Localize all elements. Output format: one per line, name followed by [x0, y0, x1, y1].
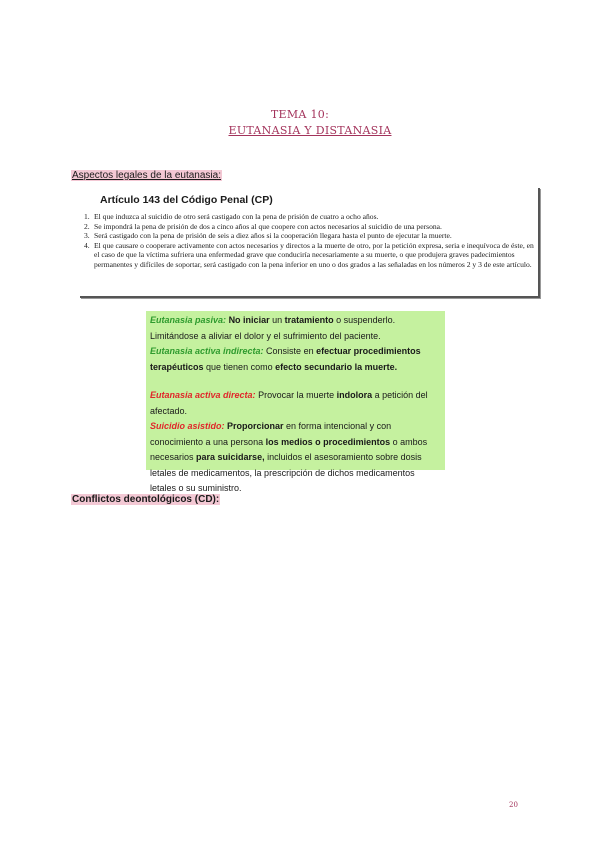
- section-heading-conflicts: Conflictos deontológicos (CD):: [72, 494, 220, 505]
- definition-suicidio-asistido: Suicidio asistido: Proporcionar en forma intencional y con conocimiento a una persona los medios o procedimientos o ambos necesarios para suicidarse, incluidos el asesoramiento sobre dosis letales de medicamentos, la prescripción de dichos medicamentos letales o su suministro.: [150, 421, 428, 493]
- definition-activa-indirecta: Eutanasia activa indirecta: Consiste en efectuar procedimientos terapéuticos que tienen como efecto secundario la muerte.: [150, 346, 421, 372]
- page-title-line2: EUTANASIA Y DISTANASIA: [228, 124, 392, 137]
- law-item: 3. Será castigado con la pena de prisión de seis a diez años si la cooperación llegara hasta el punto de ejecutar la muerte.: [84, 231, 452, 241]
- law-list: [84, 212, 534, 270]
- law-item: 2. Se impondrá la pena de prisión de dos a cinco años al que coopere con actos necesarios al suicidio de una persona.: [84, 221, 442, 231]
- law-excerpt-box: [80, 188, 540, 298]
- law-title: Artículo 143 del Código Penal (CP): [100, 194, 273, 206]
- page-number: 20: [509, 801, 518, 809]
- definition-activa-directa: Eutanasia activa directa: Provocar la muerte indolora a petición del afectado.: [150, 390, 428, 416]
- law-item: 4. El que causare o cooperare activamente con actos necesarios y directos a la muerte de otro, por la petición expresa, seria e inequívoca de éste, en el caso de que la víctima sufriera una enfermedad grave que conduciría necesariamente a su muerte, o que produjera graves padecimientos permanentes y difíciles de soportar, será castigado con la pena inferior en uno o dos grados a las señaladas en los números 2 y 3 de este artículo.: [84, 240, 534, 269]
- page-title-line1: TEMA 10:: [270, 108, 330, 121]
- definition-pasiva: Eutanasia pasiva: No iniciar un tratamiento o suspenderlo. Limitándose a aliviar el dolor y el sufrimiento del paciente.: [150, 315, 396, 341]
- section-heading-legal: Aspectos legales de la eutanasia:: [72, 170, 221, 181]
- law-item: 1. El que induzca al suicidio de otro será castigado con la pena de prisión de cuatro a ocho años.: [84, 212, 379, 221]
- definitions-note: [146, 311, 445, 493]
